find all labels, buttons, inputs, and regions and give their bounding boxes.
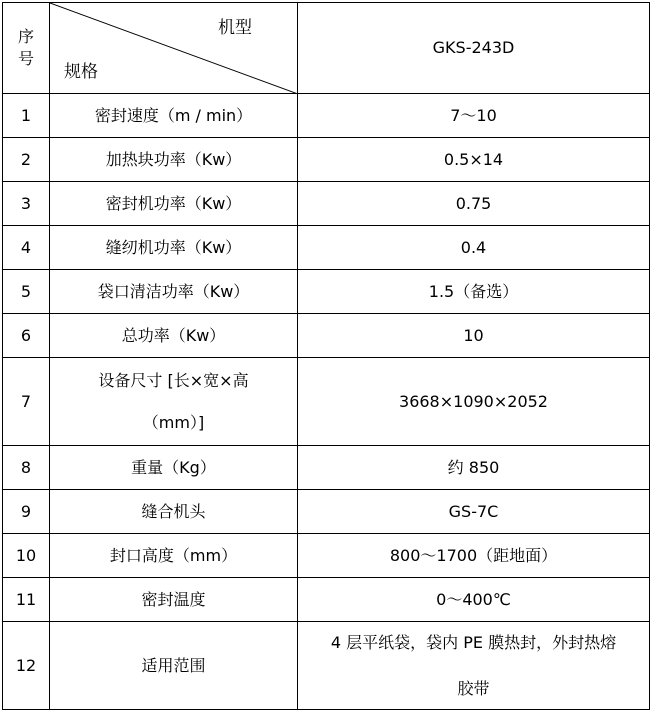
row-spec: 缝纫机功率（Kw） (50, 226, 298, 270)
row-value: 1.5（备选） (298, 270, 650, 314)
row-spec-line-2: （mm）] (142, 412, 205, 432)
table-row (3, 270, 650, 314)
row-value: 0.75 (298, 182, 650, 226)
row-value-line-1: 4 层平纸袋，袋内 PE 膜热封，外封热熔 (330, 632, 617, 652)
model-header-label: 机型 (218, 18, 252, 38)
header-index-cell (3, 3, 50, 94)
row-spec: 密封机功率（Kw） (50, 182, 298, 226)
row-number: 3 (3, 182, 50, 226)
header-diagonal-cell (50, 3, 298, 94)
row-spec: 密封速度（m / min） (50, 94, 298, 138)
row-spec: 密封温度 (50, 578, 298, 622)
row-number: 4 (3, 226, 50, 270)
row-spec: 缝合机头 (50, 490, 298, 534)
row-value: 约 850 (298, 446, 650, 490)
spec-table (2, 2, 650, 710)
row-number: 1 (3, 94, 50, 138)
table-row (3, 138, 650, 182)
spec-header-label: 规格 (64, 62, 98, 82)
table-row (3, 534, 650, 578)
model-value-cell: GKS-243D (298, 3, 650, 94)
row-value: 0～400℃ (298, 578, 650, 622)
table-row (3, 578, 650, 622)
row-spec: 封口高度（mm） (50, 534, 298, 578)
row-value (298, 622, 650, 710)
header-index-line-2: 号 (17, 49, 34, 68)
row-value: 10 (298, 314, 650, 358)
header-index-line-1: 序 (17, 27, 34, 46)
row-spec (50, 358, 298, 446)
table-row (3, 94, 650, 138)
table-row (3, 490, 650, 534)
table-row (3, 622, 650, 710)
row-value: 7～10 (298, 94, 650, 138)
row-spec: 总功率（Kw） (50, 314, 298, 358)
row-number: 8 (3, 446, 50, 490)
row-value: GS-7C (298, 490, 650, 534)
table-row (3, 182, 650, 226)
row-value: 0.5×14 (298, 138, 650, 182)
header-row (3, 3, 650, 94)
row-value: 800～1700（距地面） (298, 534, 650, 578)
row-value: 3668×1090×2052 (298, 358, 650, 446)
table-row (3, 446, 650, 490)
row-number: 6 (3, 314, 50, 358)
row-number: 12 (3, 622, 50, 710)
row-number: 9 (3, 490, 50, 534)
table-row (3, 358, 650, 446)
row-spec: 重量（Kg） (50, 446, 298, 490)
row-value: 0.4 (298, 226, 650, 270)
row-number: 11 (3, 578, 50, 622)
row-spec: 加热块功率（Kw） (50, 138, 298, 182)
row-number: 10 (3, 534, 50, 578)
table-row (3, 226, 650, 270)
table-row (3, 314, 650, 358)
row-spec: 适用范围 (50, 622, 298, 710)
row-number: 2 (3, 138, 50, 182)
row-spec-line-1: 设备尺寸 [长×宽×高 (98, 370, 249, 390)
row-spec: 袋口清洁功率（Kw） (50, 270, 298, 314)
row-number: 7 (3, 358, 50, 446)
row-value-line-2: 胶带 (457, 678, 490, 698)
row-number: 5 (3, 270, 50, 314)
